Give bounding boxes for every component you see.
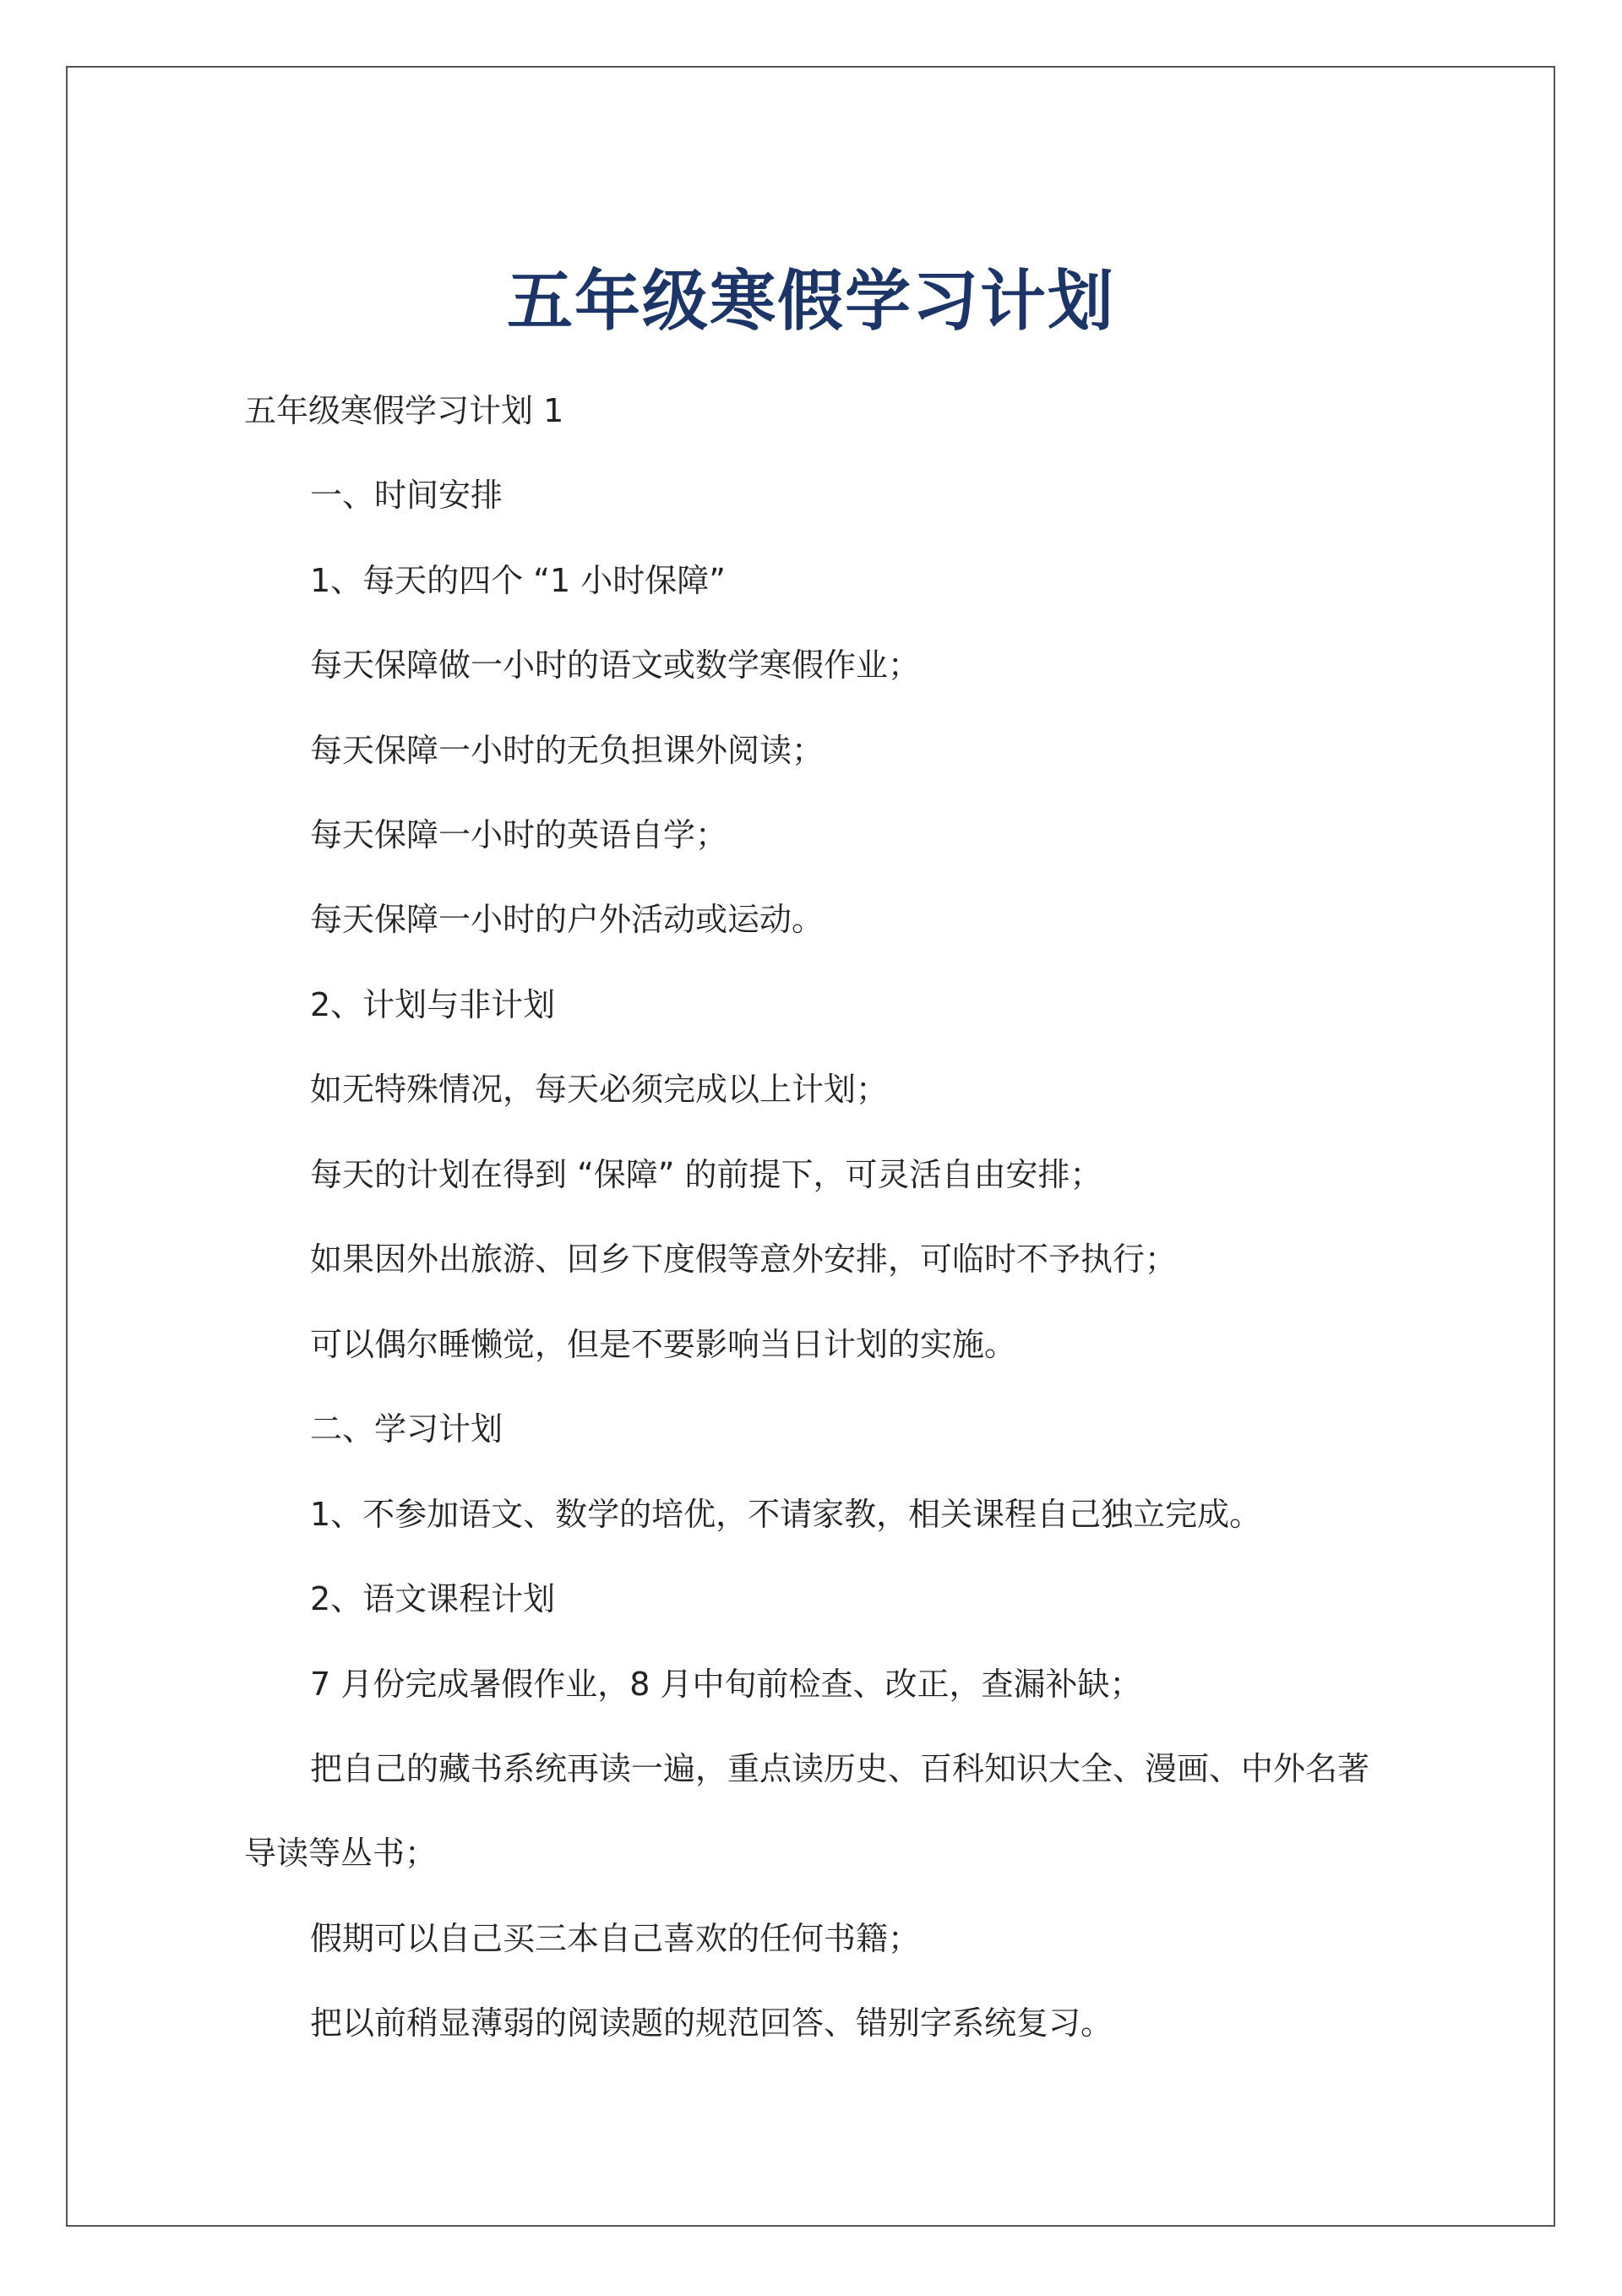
paragraph: 把自己的藏书系统再读一遍，重点读历史、百科知识大全、漫画、中外名著 bbox=[310, 1750, 1370, 1787]
paragraph: 1、不参加语文、数学的培优，不请家教，相关课程自己独立完成。 bbox=[310, 1496, 1262, 1533]
paragraph: 假期可以自己买三本自己喜欢的任何书籍； bbox=[310, 1920, 921, 1957]
section-heading-time: 一、时间安排 bbox=[310, 477, 503, 514]
section-heading-study: 二、学习计划 bbox=[310, 1410, 503, 1448]
document-title: 五年级寒假学习计划 bbox=[506, 264, 1115, 341]
paragraph: 每天保障做一小时的语文或数学寒假作业； bbox=[310, 646, 921, 684]
paragraph: 如果因外出旅游、回乡下度假等意外安排，可临时不予执行； bbox=[310, 1241, 1178, 1278]
subheading-plan-nonplan: 2、计划与非计划 bbox=[310, 986, 556, 1023]
paragraph: 每天保障一小时的户外活动或运动。 bbox=[310, 901, 825, 938]
section-heading-plan-1: 五年级寒假学习计划 1 bbox=[244, 392, 564, 429]
subheading-chinese-plan: 2、语文课程计划 bbox=[310, 1580, 556, 1617]
paragraph: 把以前稍显薄弱的阅读题的规范回答、错别字系统复习。 bbox=[310, 2004, 1113, 2042]
paragraph: 每天的计划在得到 “保障” 的前提下，可灵活自由安排； bbox=[310, 1156, 1102, 1193]
paragraph: 每天保障一小时的英语自学； bbox=[310, 816, 728, 854]
paragraph-continuation: 导读等丛书； bbox=[244, 1835, 438, 1872]
paragraph: 7 月份完成暑假作业，8 月中旬前检查、改正，查漏补缺； bbox=[310, 1666, 1142, 1703]
paragraph: 可以偶尔睡懒觉，但是不要影响当日计划的实施。 bbox=[310, 1326, 1017, 1363]
subheading-four-hours: 1、每天的四个 “1 小时保障” bbox=[310, 562, 726, 599]
paragraph: 每天保障一小时的无负担课外阅读； bbox=[310, 732, 825, 769]
paragraph: 如无特殊情况，每天必须完成以上计划； bbox=[310, 1071, 889, 1108]
